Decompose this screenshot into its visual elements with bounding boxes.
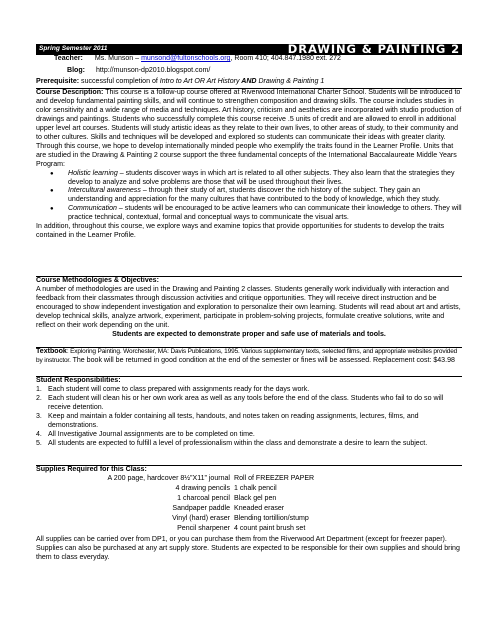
teacher-name: Ms. Munson – — [94, 55, 142, 62]
teacher-email-link[interactable]: munsond@fultonschools.org — [141, 55, 231, 62]
responsibilities-section — [36, 377, 462, 449]
supply-item: Kneaded eraser — [234, 505, 285, 512]
methodologies-section — [36, 277, 462, 340]
supply-item: Pencil sharpener — [177, 525, 230, 532]
teacher-row: Teacher: Ms. Munson – munsond@fultonschools.org, Room 410; 404.847.1980 ext. 272 — [54, 55, 341, 62]
bullet-item: ● Holistic learning – students discover ways in which art is related to all other subjects. They also learn that the strategies they develop to analyze and solve problems are those that will be used throughout their lives. — [50, 169, 455, 186]
teacher-contact: , Room 410; 404.847.1980 ext. 272 — [230, 55, 341, 62]
supply-item: 4 drawing pencils — [175, 485, 230, 492]
course-description — [36, 89, 462, 241]
description-text: This course is a follow-up course offered at Riverwood International Charter School. Students will be introduced to and develop fundamental painting skills, and will continue to strengthen composition and drawing skills. The course includes studies in color sensitivity and a wide range of media and techniques. Art history, criticism and aesthetics are incorporated with studio production of drawings and paintings. Students who successfully complete this course receive .5 units of credit and are allowed to enroll in additional upper level art courses. Students will study artistic ideas as they relate to their own lives, to other areas of study, to their community and to other cultures. Skills and techniques will be developed and explored so students can communicate their ideas with greater clarity. Through this course, we hope to develop internationally minded people who exemplify the traits found in the Learner Profile. Units that are studied in the Drawing & Painting 2 course support the three fundamental concepts of the International Baccalaureate Middle Years Program: — [36, 89, 462, 168]
list-item: 3. Keep and maintain a folder containing all tests, handouts, and notes taken on reading assignments, lectures, films, and demonstrations. — [36, 412, 419, 429]
supply-item: Roll of FREEZER PAPER — [234, 475, 315, 482]
list-item: 4. All Investigative Journal assignments are to be completed on time. — [36, 430, 255, 438]
description-closing: In addition, throughout this course, we explore ways and examine topics that provide opportunities for students to develop the traits contained in the Learner Profile. — [36, 223, 445, 240]
header-banner — [36, 44, 462, 55]
blog-label: Blog — [67, 67, 83, 74]
list-item: 1. Each student will come to class prepared with assignments ready for the days work. — [36, 385, 310, 393]
supply-item: Sandpaper paddle — [172, 505, 230, 512]
blog-row: Blog: http://munson-dp2010.blogspot.com/ — [67, 67, 211, 74]
bullet-item: ● Communication – students will be encouraged to be active learners who can communicate their knowledge to others. They will practice technical, contextual, formal and conceptual ways to communicate the visual arts. — [50, 205, 462, 222]
supply-item: Blending tortillion/stump — [234, 515, 309, 522]
prerequisite-label: Prerequisite: — [36, 78, 80, 85]
teacher-label: Teacher — [54, 55, 81, 62]
responsibilities-label: Student Responsibilities: — [36, 377, 121, 384]
supply-item: Black gel pen — [234, 495, 277, 502]
list-item: 5. All students are expected to fulfill a level of professionalism within the class and demonstrate a desire to learn the subject. — [36, 439, 428, 447]
methodologies-label: Course Methodologies & Objectives: — [36, 277, 159, 284]
blog-url[interactable]: http://munson-dp2010.blogspot.com/ — [95, 67, 211, 74]
supplies-heading — [36, 466, 462, 475]
description-label: Course Description: — [36, 89, 104, 96]
supply-item: Vinyl (hard) eraser — [172, 515, 230, 522]
list-item: 2. Each student will clean his or her own work area as well as any tools before the end of the class. Students who fail to do so will receive detention. — [36, 394, 444, 411]
course-title: DRAWING & PAINTING 2 — [287, 42, 460, 56]
safety-statement: Students are expected to demonstrate proper and safe use of materials and tools. — [112, 330, 386, 338]
supply-item: A 200 page, hardcover 8½”X11” journal — [107, 475, 230, 482]
supplies-label: Supplies Required for this Class: — [36, 466, 147, 473]
textbook-section — [36, 348, 462, 366]
textbook-label: Textbook — [36, 348, 67, 355]
supply-item: 1 charcoal pencil — [177, 495, 230, 502]
textbook-citation: : Exploring Painting. Worchester, MA: Davis Publications, 1995. Various supplementary texts, selected films, and appropriate websites provided by instructor. — [36, 348, 458, 364]
textbook-note: The book will be returned in good condition at the end of the semester or fines will be assessed. Replacement cost: $43.98 — [70, 356, 455, 364]
supplies-closing: All supplies can be carried over from DP1, or you can purchase them from the Riverwood Art Department (except for freezer paper). Supplies can also be purchased at any art supply store. Students are expected to be responsible for their own supplies and should bring them to class everyday. — [36, 536, 460, 561]
prerequisite-row: Prerequisite: successful completion of Intro to Art OR Art History AND Drawing & Painting 1 — [36, 78, 325, 85]
methodologies-text: A number of methodologies are used in the Drawing and Painting 2 classes. Students generally work individually with interaction and feedback from their classmates through discussion activities and critique opportunities. They will receive direct instruction and be encouraged to show independent investigation and exploration to personalize their own learning. Students will read about art and artists, develop technical skills, analyze artwork, experiment, participate in problem-solving projects, formulate creative solutions, write and reflect on their work depending on the unit. — [36, 285, 461, 329]
supply-item: 4 count paint brush set — [234, 525, 306, 532]
bullet-item: ● Intercultural awareness – through their study of art, students discover the rich history of the subject. They gain an understanding and appreciation for the many cultures that have contributed to the body of knowledge, which they study. — [50, 187, 441, 204]
semester-label: Spring Semester 2011 — [39, 45, 108, 52]
supply-item: 1 chalk pencil — [234, 485, 277, 492]
